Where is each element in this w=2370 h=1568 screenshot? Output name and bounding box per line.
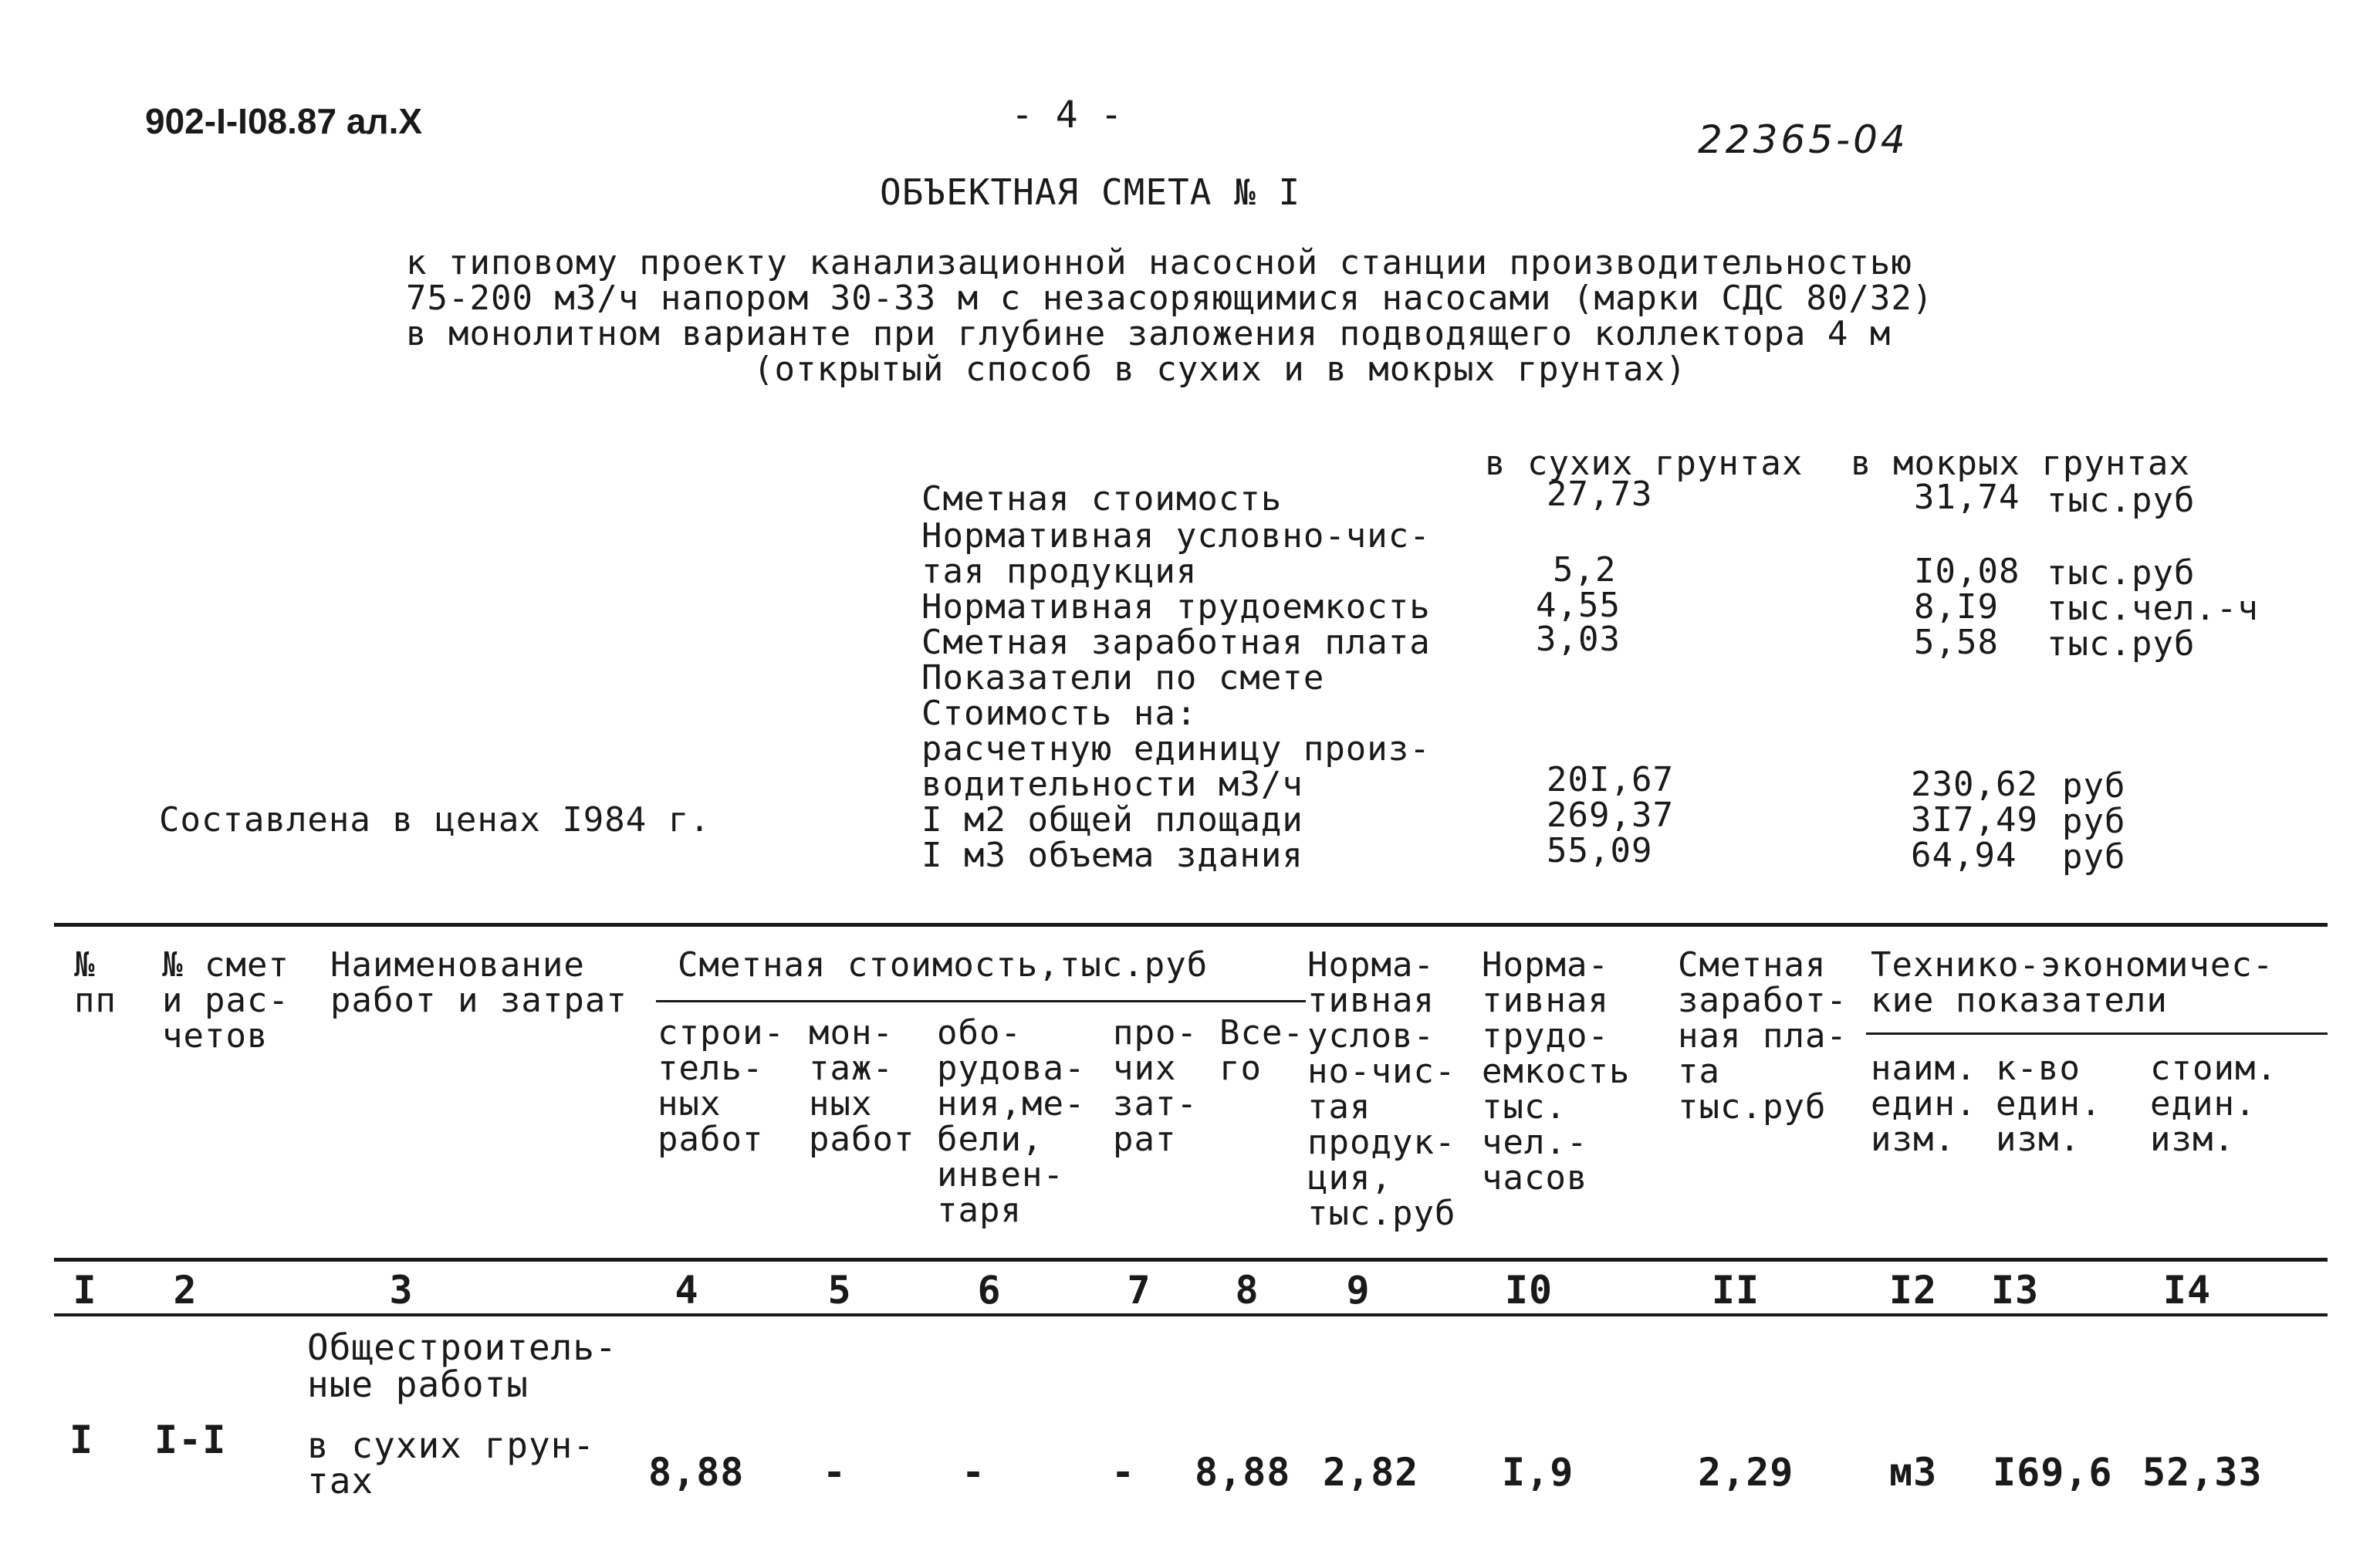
header-normative-net-product: Норма- тивная услов- но-чис- тая продук- ция, тыс.руб <box>1307 945 1456 1233</box>
summary-label: Нормативная условно-чис- <box>921 516 1431 556</box>
header-equipment: обо- рудова- ния,ме- бели, инвен- таря <box>937 1013 1086 1230</box>
page-number: - 4 - <box>1011 93 1123 137</box>
subtitle-line-2: 75-200 м3/ч напором 30-33 м с незасоряющимися насосами (марки СДС 80/32) <box>406 279 1934 318</box>
column-number: 4 <box>674 1268 699 1313</box>
row-name: в сухих грун- тах <box>307 1424 596 1502</box>
header-unit-quantity: к-во един. изм. <box>1996 1049 2102 1159</box>
summary-wet-value: 8,I9 <box>1914 587 1999 627</box>
summary-dry-value: 3,03 <box>1536 620 1621 659</box>
header-row-number: № пп <box>74 945 117 1020</box>
column-number: 3 <box>389 1268 414 1313</box>
document-code: 902-I-I08.87 ал.X <box>145 101 423 141</box>
column-number: 2 <box>173 1268 198 1313</box>
header-bottom-rule <box>54 1258 2328 1262</box>
summary-col-dry: в сухих грунтах <box>1485 444 1804 483</box>
column-number: 6 <box>977 1268 1002 1313</box>
header-total: Все- го <box>1219 1013 1304 1088</box>
summary-dry-value: 27,73 <box>1547 475 1653 514</box>
summary-label: Сметная стоимость <box>921 479 1283 519</box>
summary-unit: руб <box>2062 802 2126 841</box>
header-estimate-number: № смет и рас- четов <box>162 945 289 1056</box>
header-normative-labor: Норма- тивная трудо- емкость тыс. чел.- часов <box>1482 945 1631 1198</box>
summary-dry-value: 4,55 <box>1536 586 1621 625</box>
summary-label: водительности м3/ч <box>921 765 1303 804</box>
summary-unit: тыс.руб <box>2047 624 2196 664</box>
column-number: I <box>73 1268 97 1313</box>
column-number: 8 <box>1235 1268 1259 1313</box>
cost-group-rule <box>656 1000 1306 1002</box>
summary-wet-value: 64,94 <box>1911 836 2017 875</box>
cell-unit-quantity: I69,6 <box>1993 1450 2113 1495</box>
summary-unit: руб <box>2062 766 2126 806</box>
subtitle-line-4: (открытый способ в сухих и в мокрых грунтах) <box>753 350 1687 389</box>
cell-equipment: - <box>962 1450 986 1495</box>
column-number: I0 <box>1504 1268 1554 1313</box>
column-number: 9 <box>1346 1268 1371 1313</box>
cell-construction: 8,88 <box>648 1450 745 1495</box>
summary-dry-value: 5,2 <box>1553 550 1617 590</box>
summary-dry-value: 20I,67 <box>1547 760 1674 799</box>
summary-label: Показатели по смете <box>921 658 1325 698</box>
cell-wage: 2,29 <box>1698 1450 1794 1495</box>
column-number: 5 <box>827 1268 852 1313</box>
summary-label: I м2 общей площади <box>921 800 1303 840</box>
header-tech-economic: Технико-экономичес- кие показатели <box>1871 945 2274 1020</box>
summary-label: тая продукция <box>921 552 1198 591</box>
section-title: Общестроитель- ные работы <box>307 1326 617 1405</box>
row-calc-ref: I-I <box>154 1418 227 1462</box>
column-number: I3 <box>1990 1268 2040 1313</box>
header-work-name: Наименование работ и затрат <box>330 945 627 1020</box>
column-number: I2 <box>1888 1268 1938 1313</box>
column-numbers-rule <box>54 1313 2328 1316</box>
row-number: I <box>69 1418 94 1462</box>
summary-wet-value: 3I7,49 <box>1911 800 2038 840</box>
registration-number: 22365-04 <box>1698 117 1909 162</box>
summary-col-wet: в мокрых грунтах <box>1851 444 2190 483</box>
summary-dry-value: 269,37 <box>1547 796 1674 835</box>
cell-total: 8,88 <box>1195 1450 1291 1495</box>
header-estimated-wage: Сметная заработ- ная пла- та тыс.руб <box>1678 945 1848 1127</box>
tech-group-rule <box>1866 1032 2328 1035</box>
cell-installation: - <box>823 1450 847 1495</box>
subtitle-line-1: к типовому проекту канализационной насосной станции производительностью <box>406 243 1912 282</box>
summary-wet-value: I0,08 <box>1914 552 2020 591</box>
table-top-rule <box>54 923 2328 927</box>
summary-label: I м3 объема здания <box>921 836 1303 875</box>
header-estimated-cost: Сметная стоимость,тыс.руб <box>678 945 1209 985</box>
header-other-costs: про- чих зат- рат <box>1113 1013 1198 1159</box>
header-unit-cost: стоим. един. изм. <box>2150 1049 2277 1159</box>
header-construction: строи- тель- ных работ <box>658 1013 785 1159</box>
summary-wet-value: 31,74 <box>1914 478 2020 517</box>
summary-unit: тыс.руб <box>2047 553 2196 593</box>
summary-label: Нормативная трудоемкость <box>921 587 1431 627</box>
cell-net-product: 2,82 <box>1323 1450 1419 1495</box>
column-number: 7 <box>1127 1268 1151 1313</box>
header-installation: мон- таж- ных работ <box>809 1013 915 1159</box>
summary-wet-value: 5,58 <box>1914 623 1999 662</box>
cell-other: - <box>1111 1450 1136 1495</box>
cell-labor: I,9 <box>1502 1450 1574 1495</box>
summary-label: расчетную единицу произ- <box>921 729 1431 769</box>
column-number: I4 <box>2162 1268 2212 1313</box>
header-unit-name: наим. един. изм. <box>1871 1049 1977 1159</box>
cell-unit-cost: 52,33 <box>2142 1450 2263 1495</box>
subtitle-line-3: в монолитном варианте при глубине заложения подводящего коллектора 4 м <box>406 314 1892 353</box>
cell-unit-name: м3 <box>1889 1450 1938 1495</box>
summary-label: Стоимость на: <box>921 694 1198 733</box>
column-number: II <box>1711 1268 1760 1313</box>
summary-dry-value: 55,09 <box>1547 831 1653 870</box>
summary-label: Сметная заработная плата <box>921 623 1431 662</box>
document-title: ОБЪЕКТНАЯ СМЕТА № I <box>880 171 1301 213</box>
summary-unit: тыс.чел.-ч <box>2047 589 2259 628</box>
summary-unit: тыс.руб <box>2047 481 2196 520</box>
summary-wet-value: 230,62 <box>1911 765 2038 804</box>
prices-note: Составлена в ценах I984 г. <box>159 800 711 840</box>
summary-unit: руб <box>2062 837 2126 877</box>
